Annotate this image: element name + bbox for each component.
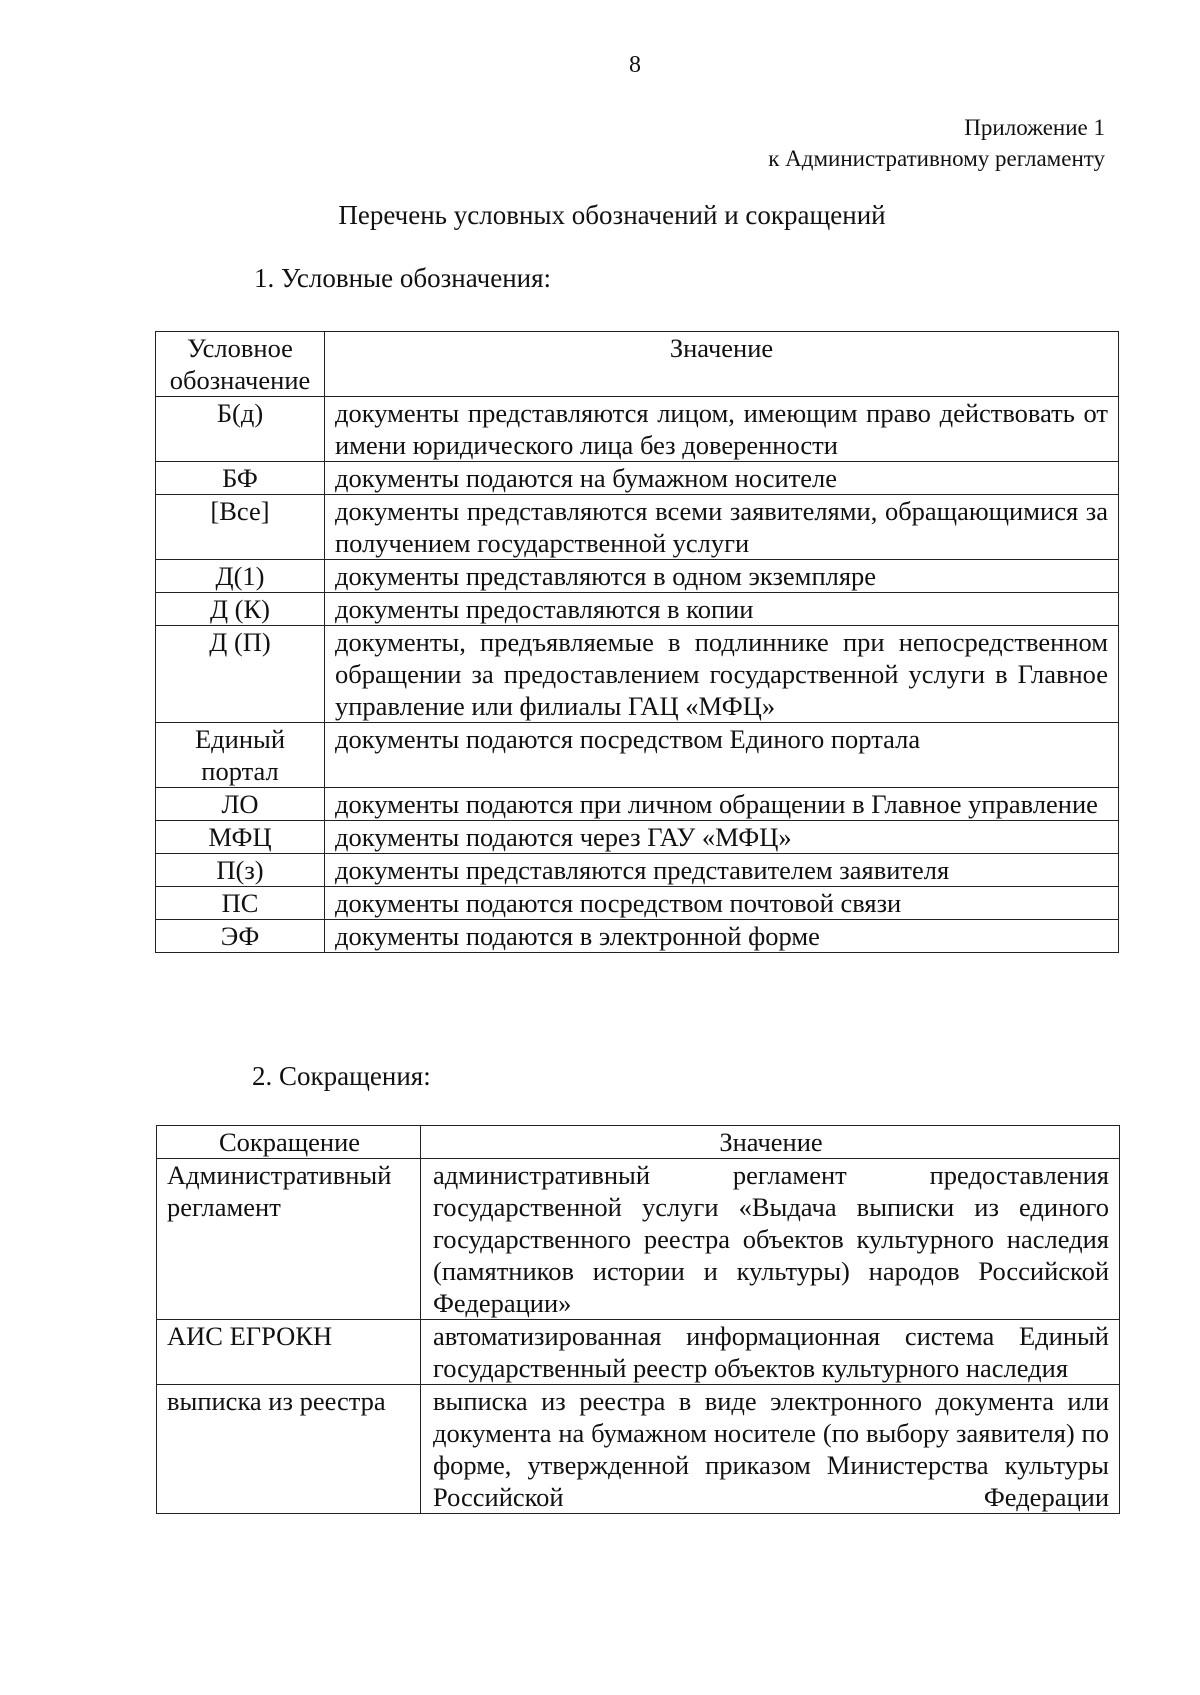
abbreviation-cell: выписка из реестра bbox=[157, 1385, 421, 1514]
meaning-cell: документы, предъявляемые в подлиннике при непосредственном обращении за предоставлением государственной услуги в Главное управление или филиалы ГАЦ «МФЦ» bbox=[325, 626, 1119, 723]
symbol-cell: ПС bbox=[156, 887, 325, 920]
table-row bbox=[156, 788, 1119, 821]
meaning-cell: документы подаются при личном обращении в Главное управление bbox=[325, 788, 1119, 821]
table-row bbox=[156, 462, 1119, 495]
meaning-cell: документы подаются через ГАУ «МФЦ» bbox=[325, 821, 1119, 854]
table-header-row bbox=[156, 332, 1119, 397]
meaning-cell: документы подаются посредством почтовой связи bbox=[325, 887, 1119, 920]
abbreviation-cell: Административный регламент bbox=[157, 1159, 421, 1320]
table-row bbox=[156, 821, 1119, 854]
table-row bbox=[156, 854, 1119, 887]
table-row bbox=[157, 1385, 1120, 1514]
table-row bbox=[156, 920, 1119, 953]
symbol-cell: Д (П) bbox=[156, 626, 325, 723]
symbol-cell: Д(1) bbox=[156, 560, 325, 593]
column-header: Условное обозначение bbox=[156, 332, 325, 397]
symbol-cell: БФ bbox=[156, 462, 325, 495]
symbol-cell: Б(д) bbox=[156, 397, 325, 462]
table-row bbox=[157, 1320, 1120, 1385]
table-row bbox=[157, 1159, 1120, 1320]
column-header: Значение bbox=[421, 1126, 1120, 1159]
abbreviation-cell: АИС ЕГРОКН bbox=[157, 1320, 421, 1385]
appendix-line-1: Приложение 1 bbox=[964, 115, 1105, 140]
table-row bbox=[156, 495, 1119, 560]
meaning-cell: документы представляются представителем заявителя bbox=[325, 854, 1119, 887]
symbol-cell: Д (К) bbox=[156, 593, 325, 626]
table-row bbox=[156, 723, 1119, 788]
meaning-cell: административный регламент предоставления государственной услуги «Выдача выписки из единого государственного реестра объектов культурного наследия (памятников истории и культуры) народов Российской Федерации» bbox=[421, 1159, 1120, 1320]
symbol-cell: МФЦ bbox=[156, 821, 325, 854]
symbol-cell: ЛО bbox=[156, 788, 325, 821]
page-number: 8 bbox=[629, 52, 641, 78]
symbol-cell: [Все] bbox=[156, 495, 325, 560]
table-row bbox=[156, 397, 1119, 462]
meaning-cell: выписка из реестра в виде электронного документа или документа на бумажном носителе (по выбору заявителя) по форме, утвержденной приказом Министерства культуры Российской Федерации bbox=[421, 1385, 1120, 1514]
column-header: Сокращение bbox=[157, 1126, 421, 1159]
meaning-cell: автоматизированная информационная система Единый государственный реестр объектов культурного наследия bbox=[421, 1320, 1120, 1385]
abbreviations-table bbox=[156, 1125, 1120, 1514]
meaning-cell: документы подаются в электронной форме bbox=[325, 920, 1119, 953]
meaning-cell: документы представляются лицом, имеющим право действовать от имени юридического лица без доверенности bbox=[325, 397, 1119, 462]
document-title: Перечень условных обозначений и сокращений bbox=[338, 200, 886, 230]
column-header: Значение bbox=[325, 332, 1119, 397]
table-row bbox=[156, 560, 1119, 593]
symbols-table bbox=[155, 331, 1119, 953]
symbol-cell: П(з) bbox=[156, 854, 325, 887]
meaning-cell: документы представляются в одном экземпляре bbox=[325, 560, 1119, 593]
section1-heading: 1. Условные обозначения: bbox=[254, 263, 552, 293]
appendix-note bbox=[768, 112, 1105, 174]
meaning-cell: документы подаются на бумажном носителе bbox=[325, 462, 1119, 495]
meaning-cell: документы представляются всеми заявителями, обращающимися за получением государственной услуги bbox=[325, 495, 1119, 560]
symbol-cell: Единый портал bbox=[156, 723, 325, 788]
meaning-cell: документы подаются посредством Единого портала bbox=[325, 723, 1119, 788]
meaning-cell: документы предоставляются в копии bbox=[325, 593, 1119, 626]
table-row bbox=[156, 626, 1119, 723]
table-header-row bbox=[157, 1126, 1120, 1159]
symbol-cell: ЭФ bbox=[156, 920, 325, 953]
table-row bbox=[156, 593, 1119, 626]
table-row bbox=[156, 887, 1119, 920]
appendix-line-2: к Административному регламенту bbox=[768, 146, 1105, 171]
section2-heading: 2. Сокращения: bbox=[252, 1061, 431, 1091]
